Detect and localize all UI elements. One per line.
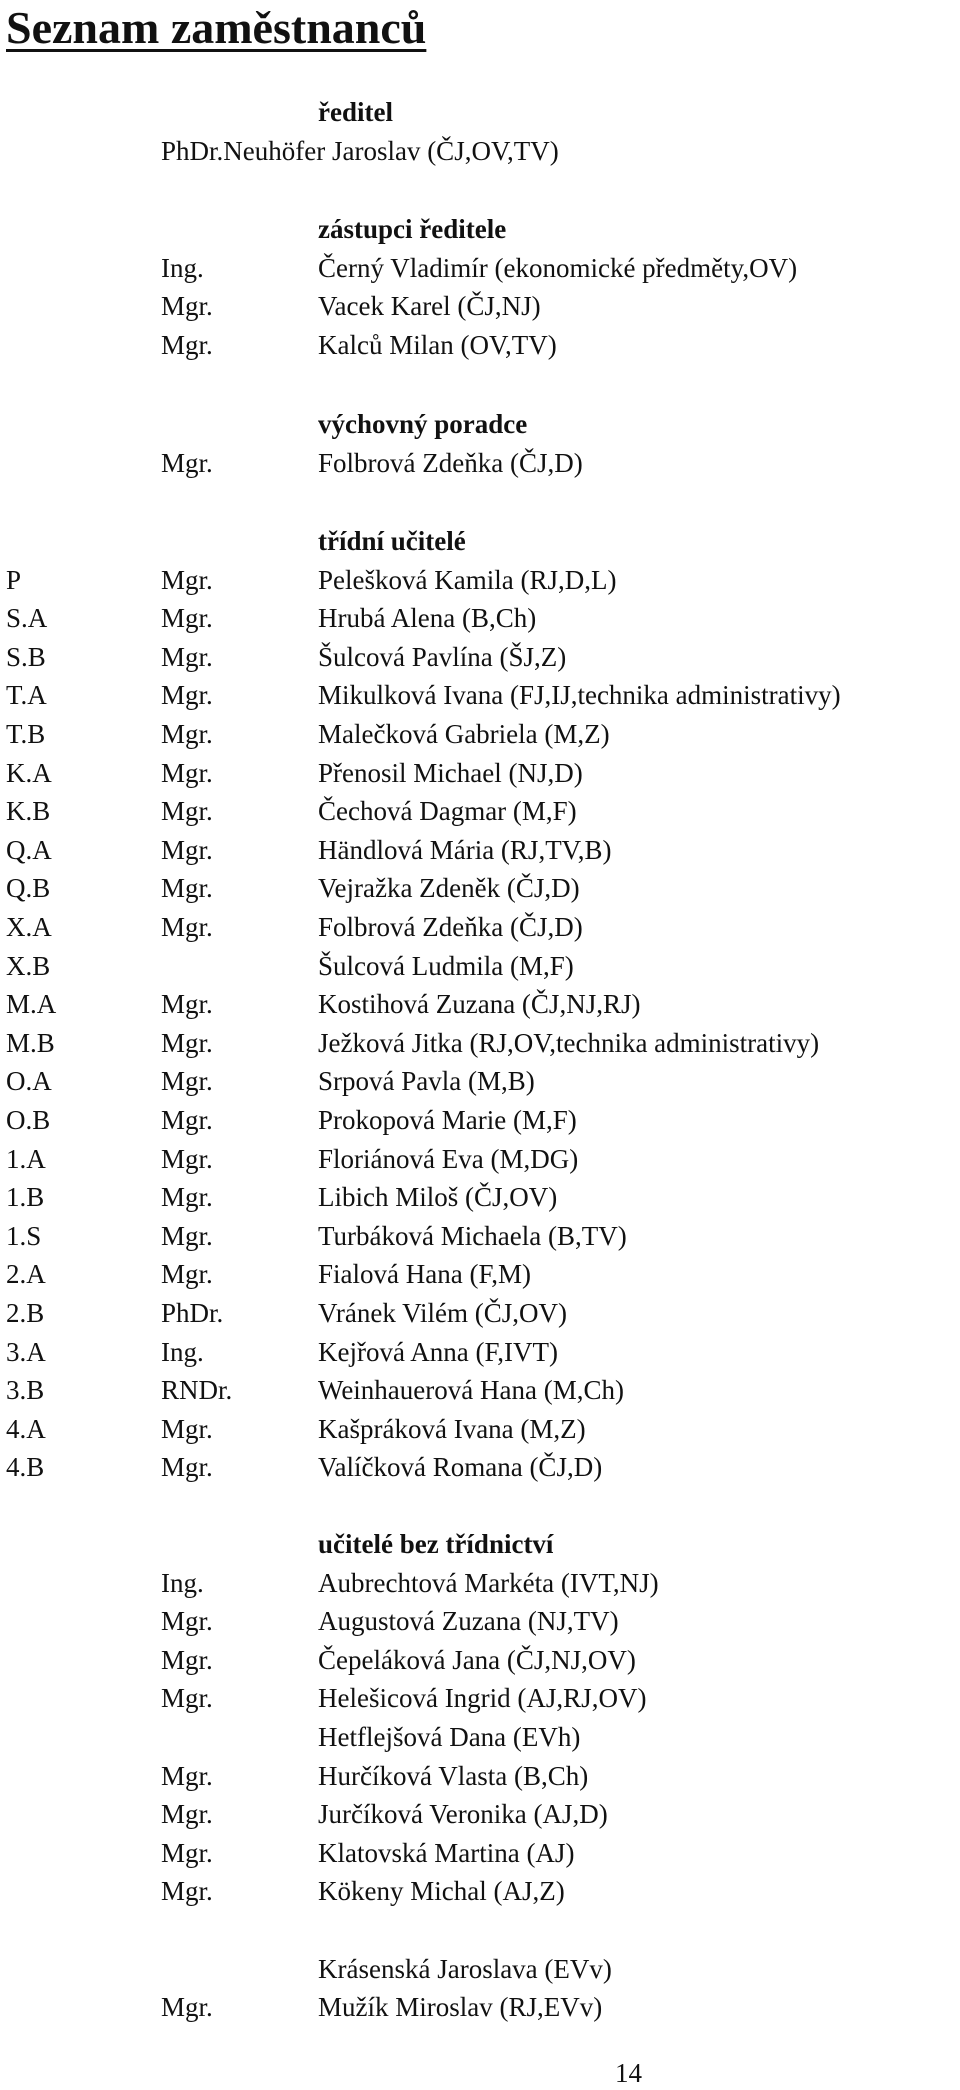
section-heading: výchovný poradce bbox=[318, 409, 528, 439]
list-item bbox=[0, 1564, 960, 1602]
class-code: 3.B bbox=[6, 1375, 45, 1406]
list-item bbox=[0, 287, 960, 325]
employee-name: Čepeláková Jana (ČJ,NJ,OV) bbox=[318, 1644, 636, 1675]
academic-title: Mgr. bbox=[161, 989, 213, 1020]
list-item bbox=[0, 1872, 960, 1910]
class-code: S.B bbox=[6, 641, 46, 672]
list-item bbox=[0, 1062, 960, 1100]
list-item bbox=[0, 1217, 960, 1255]
academic-title: Mgr. bbox=[161, 1066, 213, 1097]
list-item bbox=[0, 599, 960, 637]
list-item bbox=[0, 444, 960, 482]
academic-title: PhDr.Neuhöfer Jaroslav (ČJ,OV,TV) bbox=[161, 135, 559, 166]
employee-name: Čechová Dagmar (M,F) bbox=[318, 796, 577, 827]
list-item bbox=[0, 1294, 960, 1332]
list-item bbox=[0, 1371, 960, 1409]
academic-title: Mgr. bbox=[161, 1644, 213, 1675]
employee-name: Vránek Vilém (ČJ,OV) bbox=[318, 1298, 567, 1328]
employee-name: Kašpráková Ivana (M,Z) bbox=[318, 1413, 586, 1444]
list-item bbox=[0, 132, 960, 170]
academic-title: Mgr. bbox=[161, 1182, 213, 1213]
academic-title: Mgr. bbox=[161, 447, 213, 478]
employee-name: Augustová Zuzana (NJ,TV) bbox=[318, 1606, 619, 1637]
list-item bbox=[0, 831, 960, 869]
academic-title: Ing. bbox=[161, 1567, 204, 1598]
employee-name: Händlová Mária (RJ,TV,B) bbox=[318, 834, 612, 865]
class-code: 1.B bbox=[6, 1182, 45, 1213]
academic-title: Mgr. bbox=[161, 1143, 213, 1174]
employee-name: Weinhauerová Hana (M,Ch) bbox=[318, 1375, 624, 1406]
list-item bbox=[0, 715, 960, 753]
class-code: 4.B bbox=[6, 1452, 45, 1483]
academic-title: Mgr. bbox=[161, 796, 213, 827]
page-title: Seznam zaměstnanců bbox=[6, 2, 427, 53]
employee-name: Valíčková Romana (ČJ,D) bbox=[318, 1452, 603, 1483]
class-code: T.B bbox=[6, 719, 46, 749]
academic-title: Ing. bbox=[161, 1336, 204, 1367]
academic-title: Mgr. bbox=[161, 834, 213, 865]
employee-name: Kökeny Michal (AJ,Z) bbox=[318, 1876, 565, 1907]
academic-title: Mgr. bbox=[161, 757, 213, 788]
employee-name: Hrubá Alena (B,Ch) bbox=[318, 603, 537, 634]
list-item bbox=[0, 326, 960, 364]
class-code: X.B bbox=[6, 950, 51, 981]
employee-name: Hurčíková Vlasta (B,Ch) bbox=[318, 1760, 589, 1791]
academic-title: PhDr. bbox=[161, 1298, 224, 1328]
employee-name: Jurčíková Veronika (AJ,D) bbox=[318, 1799, 608, 1830]
employee-name: Libich Miloš (ČJ,OV) bbox=[318, 1182, 558, 1213]
list-item bbox=[0, 249, 960, 287]
list-item bbox=[0, 1333, 960, 1371]
class-code: 2.A bbox=[6, 1259, 46, 1290]
class-code: 1.A bbox=[6, 1143, 46, 1174]
academic-title: Mgr. bbox=[161, 1799, 213, 1830]
list-item bbox=[0, 985, 960, 1023]
list-item bbox=[0, 676, 960, 714]
list-item bbox=[0, 1178, 960, 1216]
class-code: M.B bbox=[6, 1027, 55, 1058]
employee-name: Folbrová Zdeňka (ČJ,D) bbox=[318, 447, 583, 478]
class-code: K.A bbox=[6, 757, 52, 788]
employee-name: Floriánová Eva (M,DG) bbox=[318, 1143, 579, 1174]
employee-name: Kalců Milan (OV,TV) bbox=[318, 329, 557, 360]
list-item bbox=[0, 1795, 960, 1833]
list-item bbox=[0, 1757, 960, 1795]
academic-title: Mgr. bbox=[161, 1413, 213, 1444]
academic-title: Ing. bbox=[161, 252, 204, 283]
employee-name: Helešicová Ingrid (AJ,RJ,OV) bbox=[318, 1683, 647, 1714]
employee-name: Folbrová Zdeňka (ČJ,D) bbox=[318, 912, 583, 942]
section-heading: ředitel bbox=[318, 97, 393, 127]
academic-title: Mgr. bbox=[161, 1992, 213, 2023]
class-code: S.A bbox=[6, 603, 48, 634]
academic-title: Mgr. bbox=[161, 1683, 213, 1714]
class-code: O.B bbox=[6, 1105, 51, 1135]
class-code: 4.A bbox=[6, 1413, 46, 1444]
section-heading: učitelé bez třídnictví bbox=[318, 1529, 554, 1559]
employee-name: Vacek Karel (ČJ,NJ) bbox=[318, 291, 541, 322]
academic-title: Mgr. bbox=[161, 1837, 213, 1868]
class-code: X.A bbox=[6, 912, 52, 942]
list-item bbox=[0, 1679, 960, 1717]
list-item bbox=[0, 1641, 960, 1679]
list-item bbox=[0, 638, 960, 676]
class-code: M.A bbox=[6, 989, 57, 1020]
page-number: 14 bbox=[615, 2058, 642, 2088]
employee-name: Kostihová Zuzana (ČJ,NJ,RJ) bbox=[318, 989, 641, 1020]
employee-name: Mužík Miroslav (RJ,EVv) bbox=[318, 1992, 603, 2023]
list-item bbox=[0, 908, 960, 946]
class-code: 1.S bbox=[6, 1220, 42, 1251]
class-code: P bbox=[6, 564, 22, 595]
class-code: Q.B bbox=[6, 873, 51, 904]
list-item bbox=[0, 1101, 960, 1139]
academic-title: Mgr. bbox=[161, 912, 213, 942]
list-item bbox=[0, 869, 960, 907]
academic-title: Mgr. bbox=[161, 1027, 213, 1058]
employee-name: Šulcová Pavlína (ŠJ,Z) bbox=[318, 641, 567, 672]
academic-title: Mgr. bbox=[161, 603, 213, 634]
employee-name: Šulcová Ludmila (M,F) bbox=[318, 950, 574, 981]
list-item bbox=[0, 1718, 960, 1756]
academic-title: Mgr. bbox=[161, 564, 213, 595]
class-code: Q.A bbox=[6, 834, 52, 865]
employee-name: Malečková Gabriela (M,Z) bbox=[318, 719, 610, 749]
employee-name: Krásenská Jaroslava (EVv) bbox=[318, 1953, 612, 1984]
employee-name: Aubrechtová Markéta (IVT,NJ) bbox=[318, 1567, 659, 1598]
class-code: 2.B bbox=[6, 1298, 45, 1328]
academic-title: Mgr. bbox=[161, 873, 213, 904]
employee-name: Prokopová Marie (M,F) bbox=[318, 1105, 577, 1135]
list-item bbox=[0, 1602, 960, 1640]
employee-name: Pelešková Kamila (RJ,D,L) bbox=[318, 564, 617, 595]
list-item bbox=[0, 1255, 960, 1293]
academic-title: Mgr. bbox=[161, 1220, 213, 1251]
employee-name: Černý Vladimír (ekonomické předměty,OV) bbox=[318, 252, 798, 283]
academic-title: Mgr. bbox=[161, 641, 213, 672]
academic-title: Mgr. bbox=[161, 680, 213, 711]
employee-name: Turbáková Michaela (B,TV) bbox=[318, 1220, 627, 1251]
list-item bbox=[0, 754, 960, 792]
section-heading: třídní učitelé bbox=[318, 526, 466, 556]
class-code: T.A bbox=[6, 680, 47, 711]
academic-title: Mgr. bbox=[161, 1259, 213, 1290]
class-code: O.A bbox=[6, 1066, 52, 1097]
academic-title: Mgr. bbox=[161, 1452, 213, 1483]
list-item bbox=[0, 1448, 960, 1486]
class-code: 3.A bbox=[6, 1336, 46, 1367]
employee-name: Kejřová Anna (F,IVT) bbox=[318, 1336, 559, 1367]
academic-title: Mgr. bbox=[161, 291, 213, 322]
list-item bbox=[0, 1140, 960, 1178]
employee-name: Přenosil Michael (NJ,D) bbox=[318, 757, 583, 788]
list-item bbox=[0, 1834, 960, 1872]
academic-title: Mgr. bbox=[161, 1606, 213, 1637]
academic-title: Mgr. bbox=[161, 329, 213, 360]
list-item bbox=[0, 792, 960, 830]
list-item bbox=[0, 561, 960, 599]
class-code: K.B bbox=[6, 796, 51, 827]
academic-title: Mgr. bbox=[161, 719, 213, 749]
list-item bbox=[0, 1988, 960, 2026]
employee-name: Ježková Jitka (RJ,OV,technika administrativy) bbox=[318, 1027, 820, 1058]
list-item bbox=[0, 1911, 960, 1949]
employee-name: Vejražka Zdeněk (ČJ,D) bbox=[318, 873, 580, 904]
list-item bbox=[0, 1950, 960, 1988]
academic-title: Mgr. bbox=[161, 1760, 213, 1791]
employee-name: Klatovská Martina (AJ) bbox=[318, 1837, 575, 1868]
section-heading: zástupci ředitele bbox=[318, 214, 507, 244]
list-item bbox=[0, 1024, 960, 1062]
employee-name: Srpová Pavla (M,B) bbox=[318, 1066, 535, 1097]
academic-title: Mgr. bbox=[161, 1876, 213, 1907]
employee-name: Hetflejšová Dana (EVh) bbox=[318, 1722, 581, 1752]
academic-title: RNDr. bbox=[161, 1375, 233, 1406]
employee-name: Fialová Hana (F,M) bbox=[318, 1259, 532, 1290]
employee-name: Mikulková Ivana (FJ,IJ,technika administrativy) bbox=[318, 680, 841, 711]
list-item bbox=[0, 1410, 960, 1448]
academic-title: Mgr. bbox=[161, 1105, 213, 1135]
list-item bbox=[0, 947, 960, 985]
